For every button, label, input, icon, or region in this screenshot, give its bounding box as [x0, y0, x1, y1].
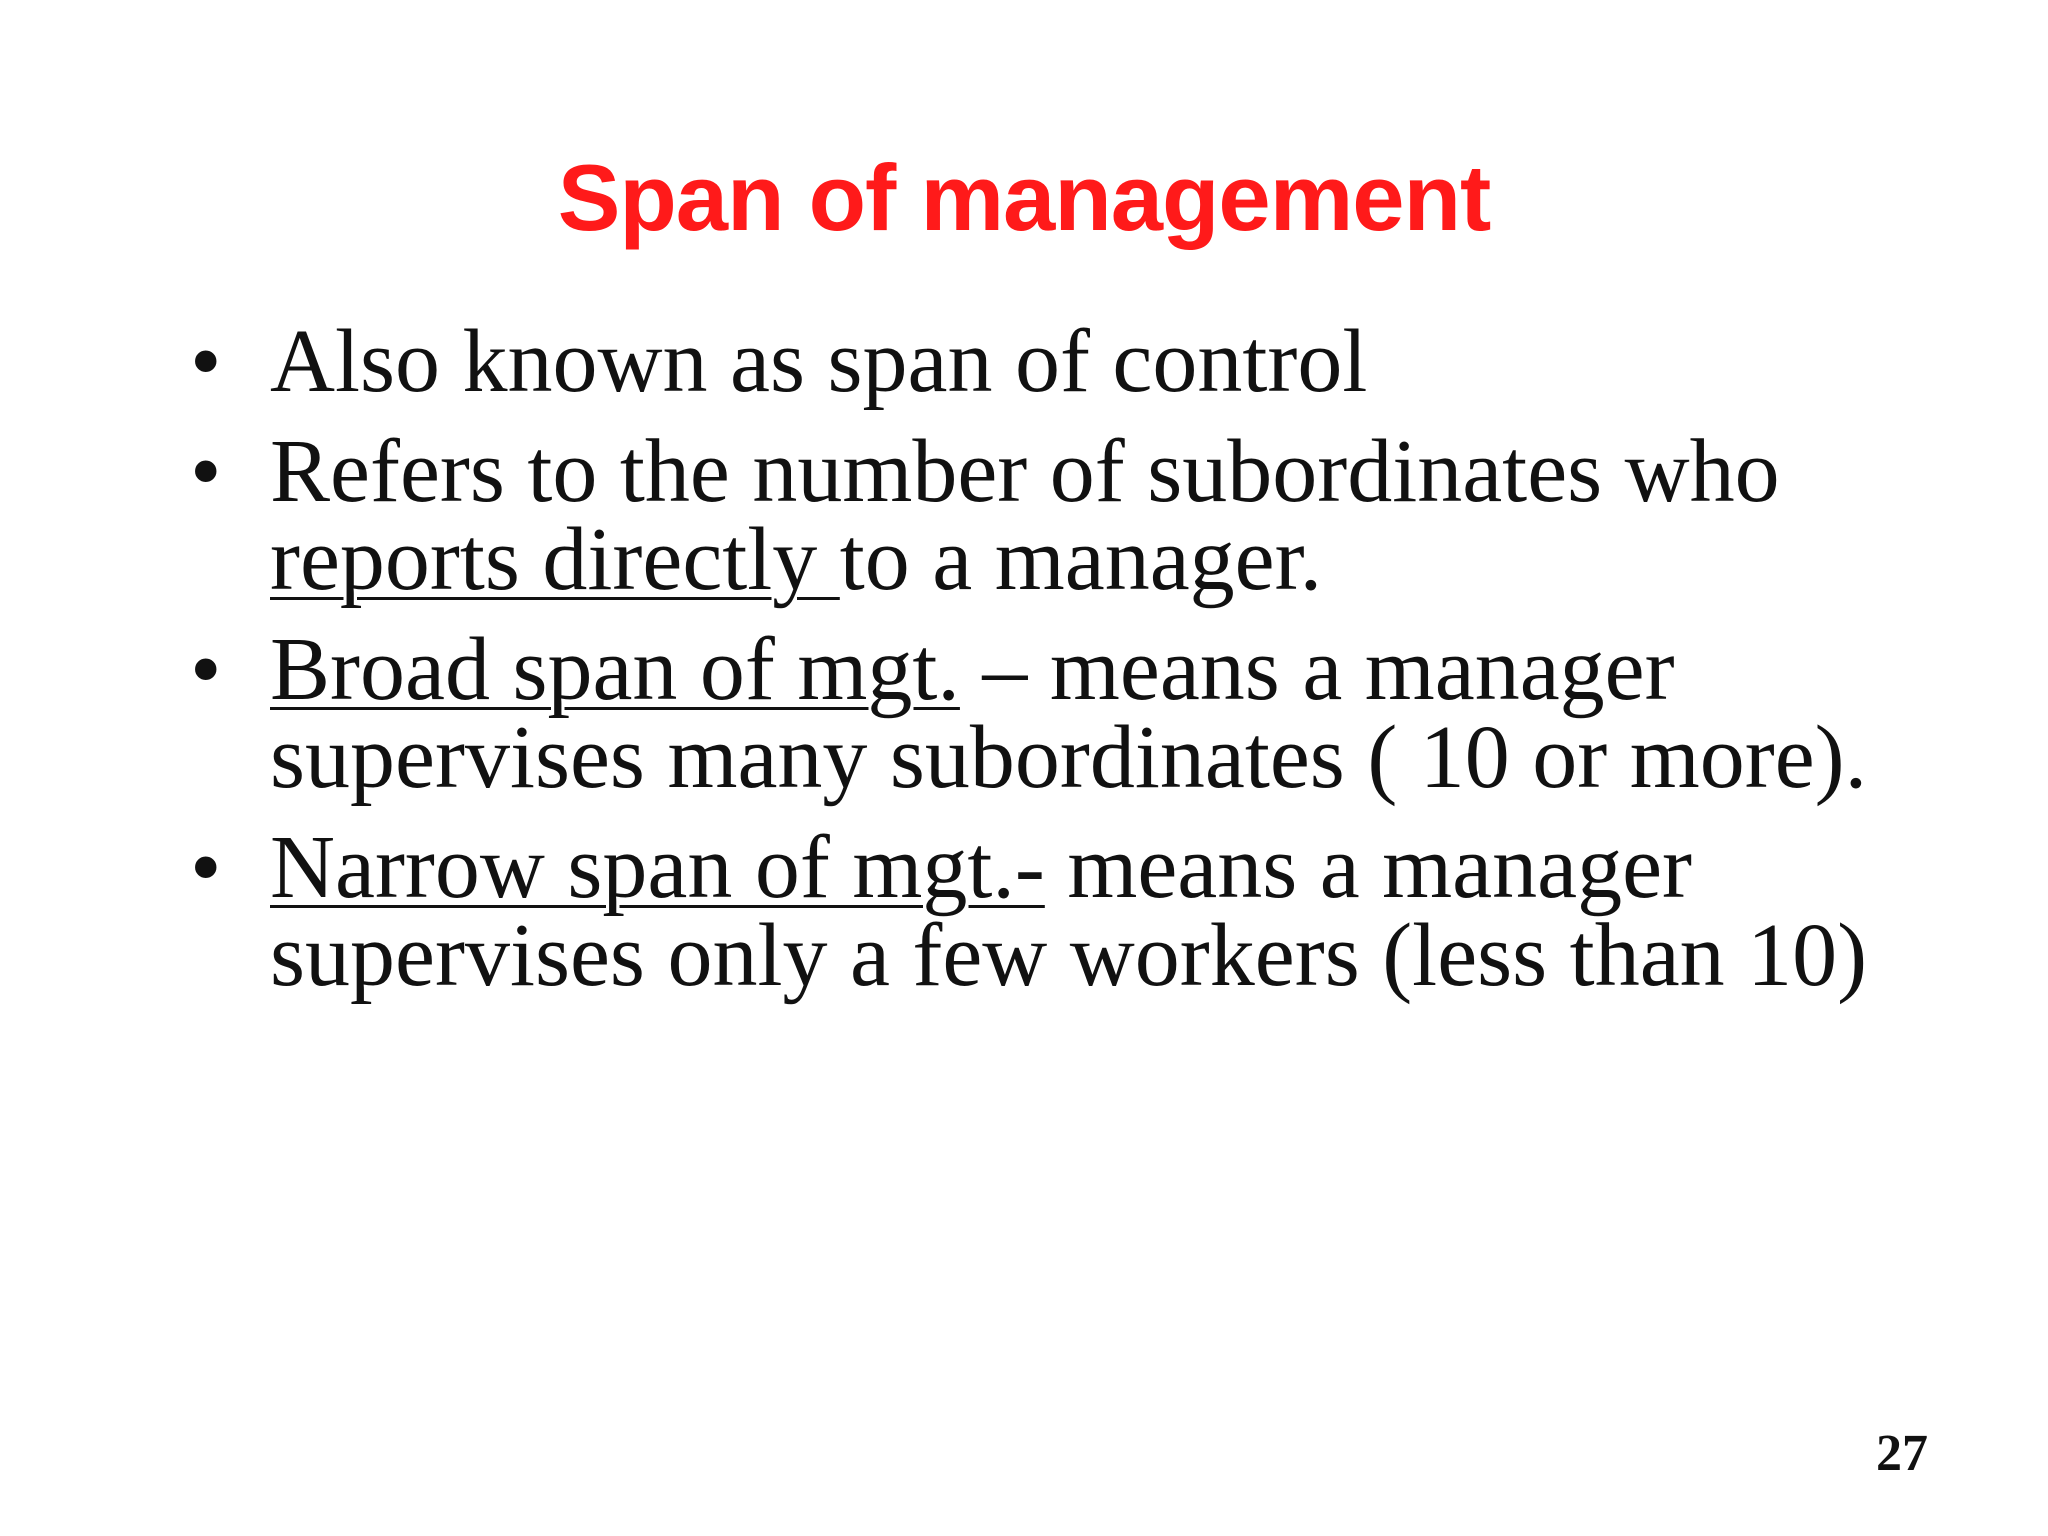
bullet-dot-icon: • [190, 818, 222, 917]
bullet-dot-icon: • [190, 620, 222, 719]
bullet-text-after: to a manager. [839, 510, 1323, 609]
bullet-underlined-text: reports directly [270, 510, 840, 609]
bullet-dot-icon: • [190, 312, 222, 411]
bullet-item-1 [190, 312, 1970, 411]
bullet-underlined-term: Broad span of mgt. [270, 620, 960, 719]
bullet-text: means a manager supervises only a few workers (less than 10) [270, 818, 1868, 1005]
page-number: 27 [1876, 1425, 1928, 1482]
bullet-text: – means a manager supervises many subordinates ( 10 or more). [270, 620, 1868, 807]
bullet-item-3 [190, 620, 1970, 807]
bullet-item-4 [190, 818, 1970, 1005]
bullet-underlined-term: Narrow span of mgt.- [270, 818, 1045, 917]
bullet-text: Refers to the number of subordinates who [270, 422, 1780, 521]
bullet-dot-icon: • [190, 422, 222, 521]
bullet-list [190, 312, 1970, 1022]
bullet-item-2 [190, 422, 1970, 609]
slide-title: Span of management [557, 145, 1491, 250]
bullet-text: Also known as span of control [270, 312, 1368, 411]
